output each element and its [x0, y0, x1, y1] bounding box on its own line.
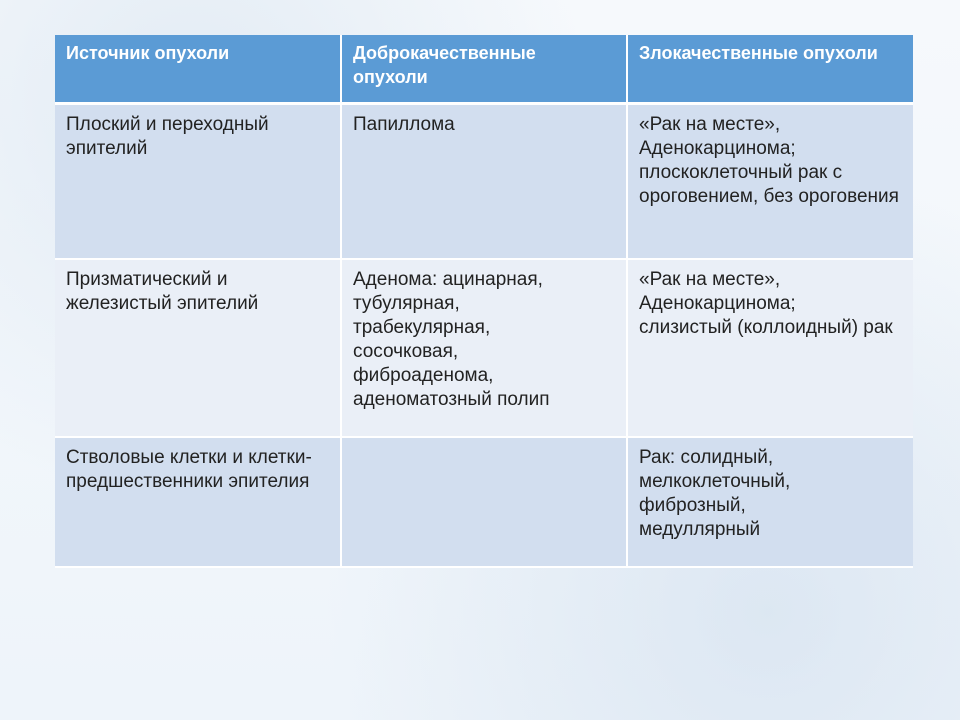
- cell-line: «Рак на месте»,: [639, 113, 781, 135]
- cell-line: слизистый (коллоидный) рак: [639, 317, 893, 338]
- cell-line: тубулярная,: [353, 293, 460, 314]
- cell-line: Рак: солидный,: [639, 447, 774, 468]
- cell-benign: [341, 259, 627, 437]
- header-malignant: Злокачественные опухоли: [627, 35, 913, 103]
- cell-malignant: [627, 103, 913, 259]
- cell-malignant: [627, 259, 913, 437]
- cell-malignant: [627, 437, 913, 567]
- cell-source: Призматический и железистый эпителий: [55, 259, 341, 437]
- cell-line: Аденокарцинома;: [639, 137, 796, 159]
- tumor-classification-table: [55, 35, 913, 568]
- cell-line: Аденома: ацинарная,: [353, 269, 543, 290]
- table-row: [55, 103, 913, 259]
- cell-line: «Рак на месте»,: [639, 269, 781, 290]
- cell-line: сосочковая,: [353, 341, 459, 362]
- cell-benign: [341, 437, 627, 567]
- cell-source: Плоский и переходный эпителий: [55, 103, 341, 259]
- cell-line: фиброаденома,: [353, 365, 494, 386]
- cell-benign: Папиллома: [341, 103, 627, 259]
- table-row: [55, 437, 913, 567]
- cell-line: Аденокарцинома;: [639, 293, 796, 314]
- header-source: Источник опухоли: [55, 35, 341, 103]
- cell-line: фиброзный,: [639, 495, 746, 516]
- cell-line: плоскоклеточный рак с ороговением, без ороговения: [639, 161, 899, 207]
- cell-source: Стволовые клетки и клетки-предшественники эпителия: [55, 437, 341, 567]
- cell-line: трабекулярная,: [353, 317, 491, 338]
- cell-line: медуллярный: [639, 519, 761, 540]
- cell-line: мелкоклеточный,: [639, 471, 791, 492]
- table-row: [55, 259, 913, 437]
- cell-line: аденоматозный полип: [353, 389, 550, 410]
- table-header-row: [55, 35, 913, 103]
- header-benign: Доброкачественные опухоли: [341, 35, 627, 103]
